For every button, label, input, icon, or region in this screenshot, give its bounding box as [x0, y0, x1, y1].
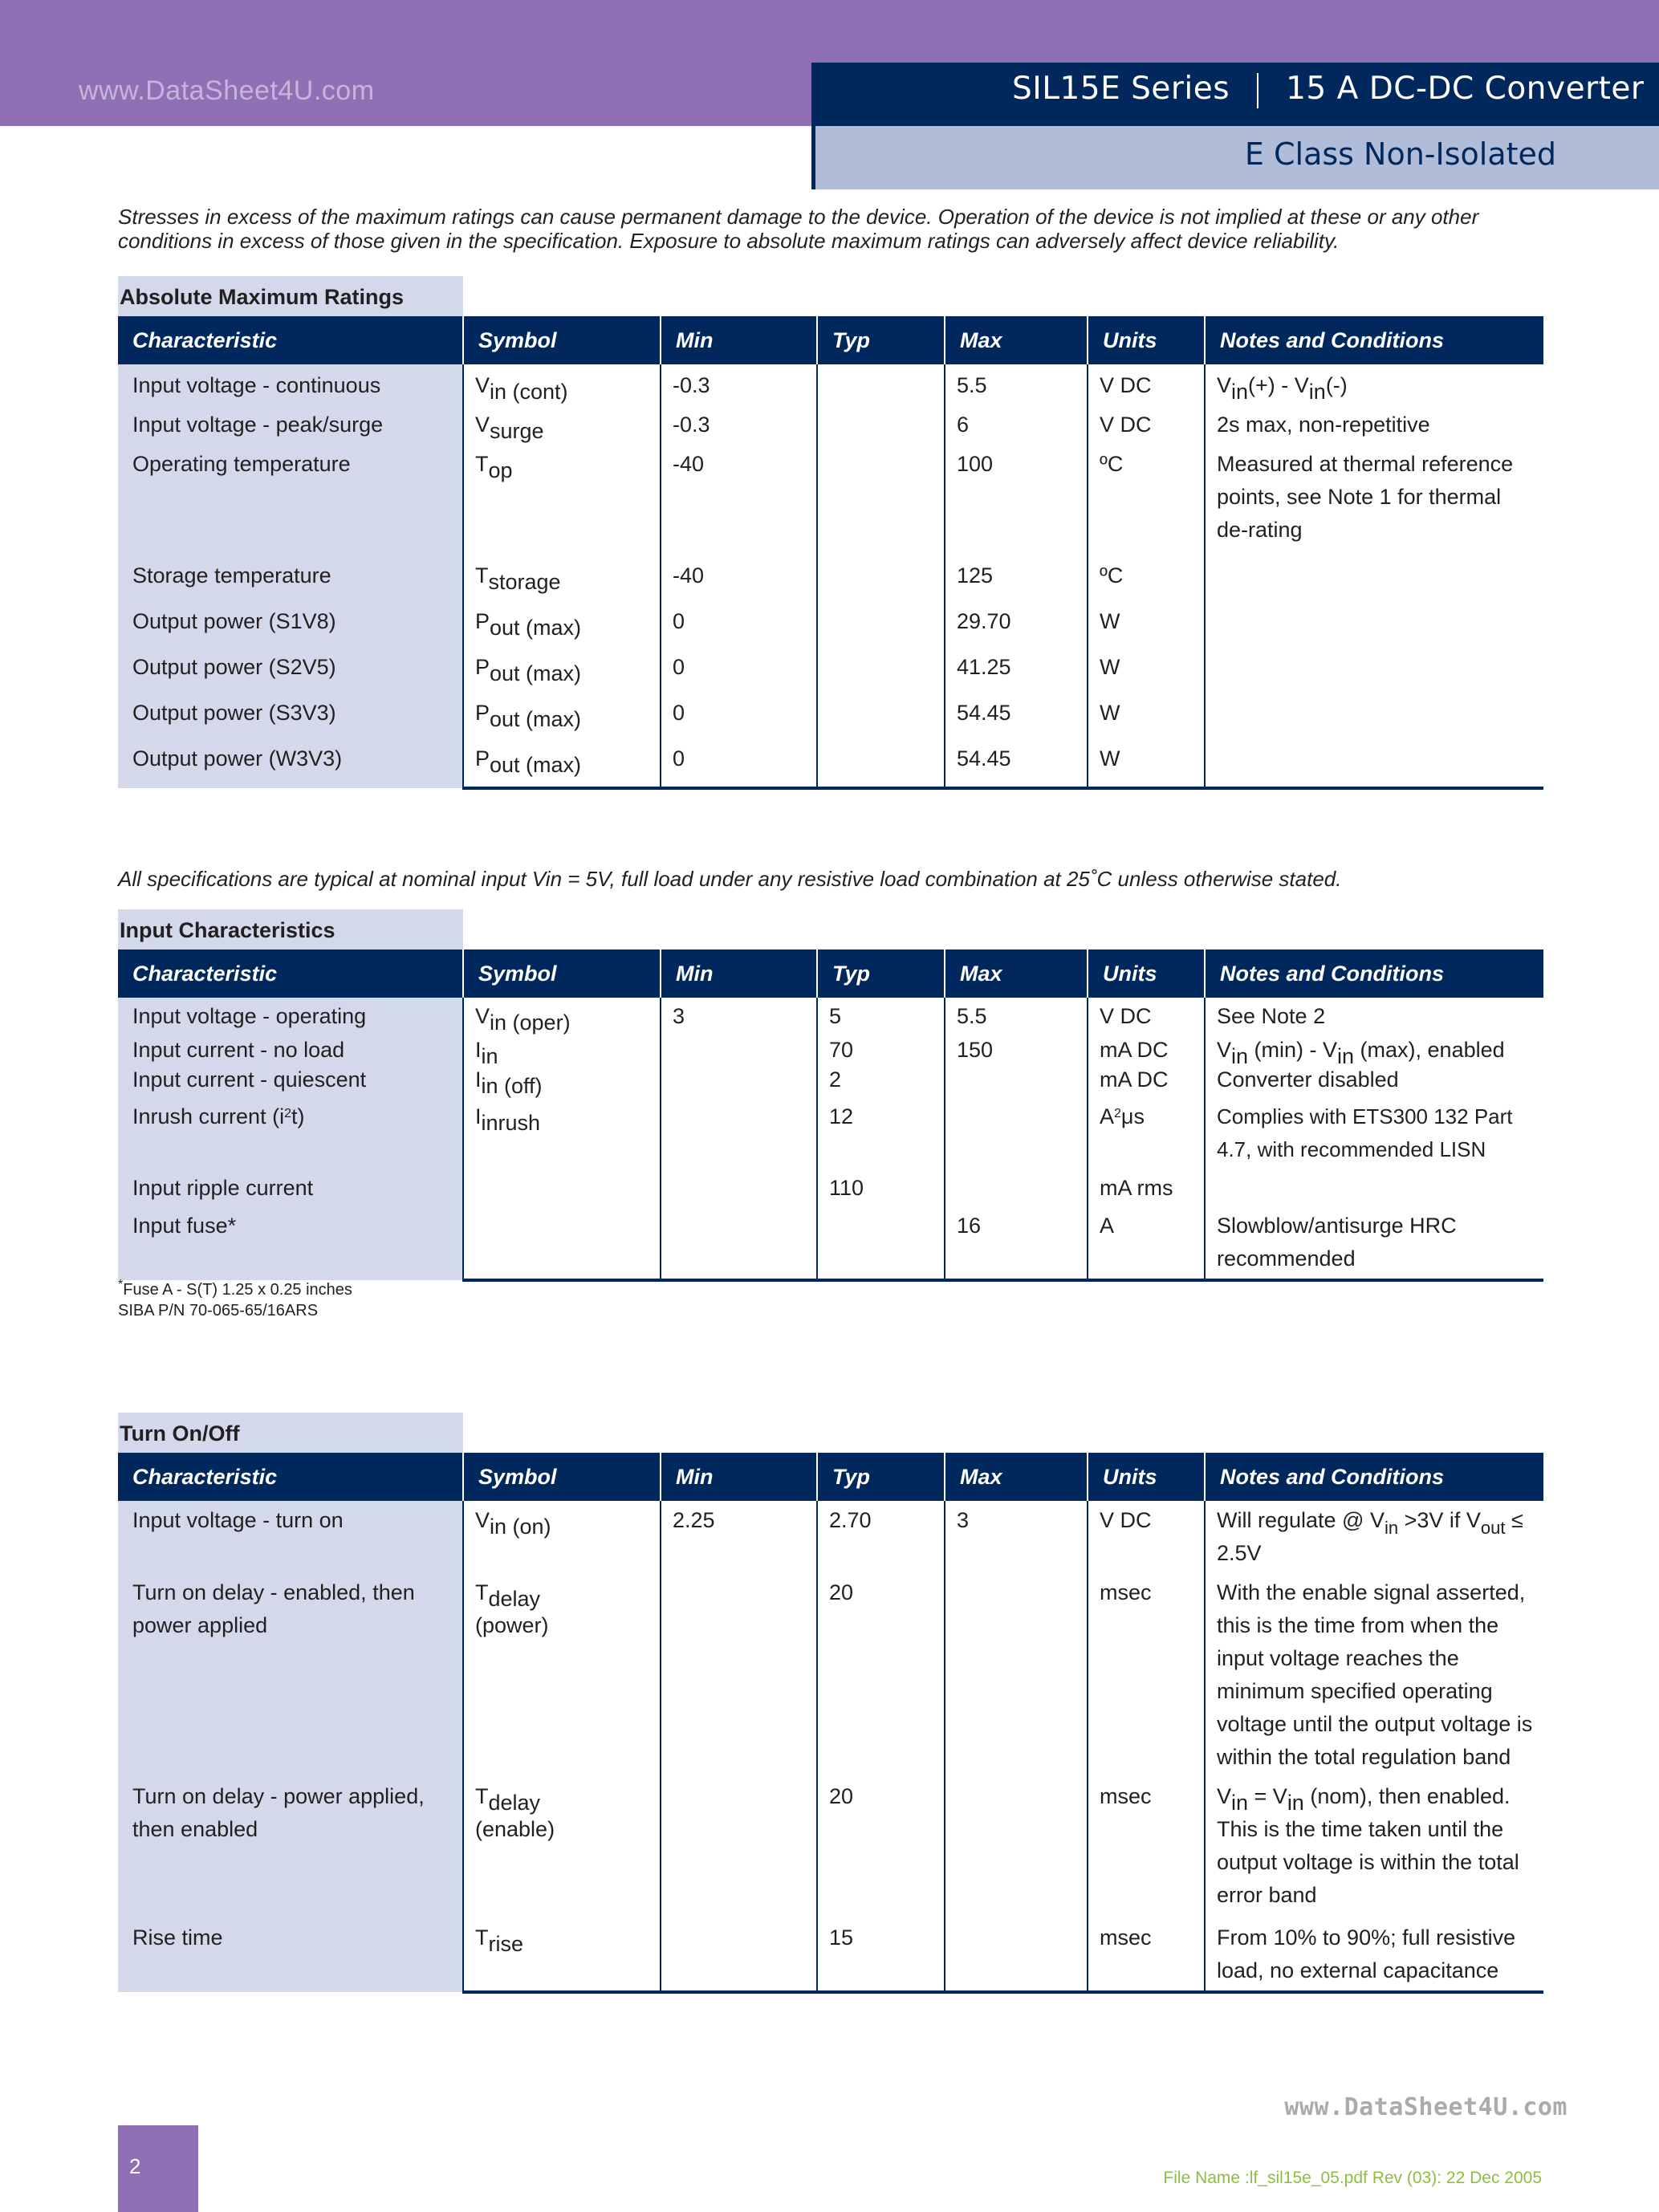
table-row — [118, 1097, 1543, 1169]
product-name: 15 A DC-DC Converter — [1286, 71, 1645, 107]
min — [661, 1206, 817, 1280]
col-notes: Notes and Conditions — [1205, 316, 1543, 364]
characteristic: Operating temperature — [118, 445, 463, 550]
table-row — [118, 405, 1543, 445]
symbol: $P_{out (max)}$ — [463, 687, 661, 733]
notes — [1205, 641, 1543, 687]
notes: Measured at thermal reference points, see Note 1 for thermal de-rating — [1217, 452, 1514, 542]
typ — [817, 405, 945, 445]
units: V DC — [1088, 364, 1205, 405]
input-characteristics-table — [118, 949, 1543, 1282]
fuse-footnote: *Fuse A - S(T) 1.25 x 0.25 inches SIBA P/N 70-065-65/16ARS — [118, 1278, 352, 1319]
min — [661, 1777, 817, 1915]
units: $A^2\mu s$ — [1088, 1097, 1205, 1169]
table-row — [118, 1573, 1543, 1777]
section-title: Absolute Maximum Ratings — [118, 276, 463, 316]
col-units: Units — [1088, 949, 1205, 998]
characteristic: Turn on delay - enabled, then power applied — [118, 1573, 463, 1777]
col-min: Min — [661, 1453, 817, 1501]
typ — [817, 596, 945, 641]
min — [661, 1097, 817, 1169]
min — [661, 1063, 817, 1097]
characteristic: Output power (S1V8) — [118, 596, 463, 641]
section-title: Turn On/Off — [118, 1413, 463, 1453]
notes: 2s max, non-repetitive — [1217, 413, 1430, 437]
max — [945, 1915, 1088, 1992]
characteristic: Inrush current $(i^2t)$ — [118, 1097, 463, 1169]
col-units: Units — [1088, 1453, 1205, 1501]
notes — [1205, 687, 1543, 733]
units: ºC — [1088, 550, 1205, 596]
typ: 70 — [817, 1035, 945, 1063]
typ — [817, 1206, 945, 1280]
typ — [817, 445, 945, 550]
symbol: $V_{in (oper)}$ — [463, 998, 661, 1035]
min: 2.25 — [661, 1501, 817, 1573]
min: -0.3 — [661, 364, 817, 405]
min — [661, 1169, 817, 1206]
min: -40 — [661, 550, 817, 596]
symbol: $T_{op}$ — [463, 445, 661, 550]
symbol: $P_{out (max)}$ — [463, 641, 661, 687]
typ: 20 — [817, 1777, 945, 1915]
notes — [1205, 733, 1543, 788]
units: V DC — [1088, 998, 1205, 1035]
notes — [1205, 596, 1543, 641]
symbol: $T_{storage}$ — [463, 550, 661, 596]
characteristic: Turn on delay - power applied, then enabled — [118, 1777, 463, 1915]
turn-on-off-table — [118, 1453, 1543, 1994]
symbol: $V_{in (on)}$ — [463, 1501, 661, 1573]
characteristic: Rise time — [118, 1915, 463, 1992]
col-characteristic: Characteristic — [118, 949, 463, 998]
symbol — [463, 1169, 661, 1206]
file-revision: File Name :lf_sil15e_05.pdf Rev (03): 22 Dec 2005 — [1163, 2169, 1542, 2187]
input-characteristics-section — [118, 909, 1543, 1282]
table-row — [118, 1777, 1543, 1915]
table-row — [118, 596, 1543, 641]
typical-conditions-note: All specifications are typical at nominal input Vin = 5V, full load under any resistive load combination at 25˚C unless otherwise stated. — [118, 867, 1342, 891]
symbol: $I_{inrush}$ — [463, 1097, 661, 1169]
characteristic: Input voltage - turn on — [118, 1501, 463, 1573]
characteristic: Input voltage - continuous — [118, 364, 463, 405]
typ: 2 — [817, 1063, 945, 1097]
max — [945, 1777, 1088, 1915]
notes: $V_{in} = V_{in}$ (nom), then enabled. This is the time taken until the output voltage is within the total error band — [1217, 1784, 1519, 1907]
characteristic: Input voltage - operating — [118, 998, 463, 1035]
table-row — [118, 550, 1543, 596]
symbol: $V_{in (cont)}$ — [463, 364, 661, 405]
col-symbol: Symbol — [463, 1453, 661, 1501]
section-title: Input Characteristics — [118, 909, 463, 949]
notes: Slowblow/antisurge HRC recommended — [1205, 1206, 1543, 1280]
units: mA DC — [1088, 1035, 1205, 1063]
typ: 5 — [817, 998, 945, 1035]
min: -40 — [661, 445, 817, 550]
characteristic: Output power (W3V3) — [118, 733, 463, 788]
max: 5.5 — [945, 364, 1088, 405]
table-row — [118, 1035, 1543, 1063]
table-row — [118, 998, 1543, 1035]
notes — [1205, 1169, 1543, 1206]
min — [661, 1035, 817, 1063]
units: mA DC — [1088, 1063, 1205, 1097]
col-typ: Typ — [817, 316, 945, 364]
characteristic: Input voltage - peak/surge — [118, 405, 463, 445]
min: 0 — [661, 687, 817, 733]
symbol: $I_{in (off)}$ — [463, 1063, 661, 1097]
col-max: Max — [945, 949, 1088, 998]
symbol — [463, 1206, 661, 1280]
max: 5.5 — [945, 998, 1088, 1035]
characteristic: Storage temperature — [118, 550, 463, 596]
turn-on-off-section — [118, 1413, 1543, 1994]
notes: $V_{in}$ $(\min) - V_{in}$ (max), enabled — [1217, 1038, 1505, 1068]
min: 0 — [661, 596, 817, 641]
max — [945, 1097, 1088, 1169]
absolute-max-section — [118, 276, 1543, 790]
col-min: Min — [661, 949, 817, 998]
typ: 2.70 — [817, 1501, 945, 1573]
min: 0 — [661, 641, 817, 687]
typ — [817, 641, 945, 687]
col-symbol: Symbol — [463, 316, 661, 364]
typ: 15 — [817, 1915, 945, 1992]
col-max: Max — [945, 316, 1088, 364]
symbol: $P_{out (max)}$ — [463, 733, 661, 788]
col-max: Max — [945, 1453, 1088, 1501]
units: msec — [1088, 1777, 1205, 1915]
characteristic: Input current - quiescent — [118, 1063, 463, 1097]
table-header — [118, 1453, 1543, 1501]
max — [945, 1169, 1088, 1206]
notes: See Note 2 — [1217, 1004, 1326, 1028]
col-typ: Typ — [817, 1453, 945, 1501]
notes — [1205, 550, 1543, 596]
notes: Complies with ETS300 132 Part 4.7, with recommended LISN — [1217, 1104, 1513, 1161]
symbol: $P_{out (max)}$ — [463, 596, 661, 641]
table-row — [118, 1501, 1543, 1573]
notes: Will regulate @ $V_{in} >3V$ if $V_{out} \le 2.5V$ — [1217, 1508, 1523, 1565]
units: V DC — [1088, 405, 1205, 445]
max: 54.45 — [945, 733, 1088, 788]
max: 125 — [945, 550, 1088, 596]
symbol: $T_{delay}$ (enable) — [463, 1777, 661, 1915]
series-name: SIL15E Series — [1012, 71, 1230, 107]
min: -0.3 — [661, 405, 817, 445]
min — [661, 1915, 817, 1992]
units: W — [1088, 687, 1205, 733]
symbol: $V_{surge}$ — [463, 405, 661, 445]
typ: 20 — [817, 1573, 945, 1777]
characteristic: Input fuse* — [118, 1206, 463, 1280]
col-characteristic: Characteristic — [118, 1453, 463, 1501]
col-typ: Typ — [817, 949, 945, 998]
col-symbol: Symbol — [463, 949, 661, 998]
max: 6 — [945, 405, 1088, 445]
col-units: Units — [1088, 316, 1205, 364]
min: 0 — [661, 733, 817, 788]
table-row — [118, 1063, 1543, 1097]
typ — [817, 550, 945, 596]
max — [945, 1063, 1088, 1097]
units: A — [1088, 1206, 1205, 1280]
table-row — [118, 1915, 1543, 1992]
units: V DC — [1088, 1501, 1205, 1573]
characteristic: Output power (S3V3) — [118, 687, 463, 733]
typ — [817, 364, 945, 405]
table-row — [118, 733, 1543, 788]
notes: With the enable signal asserted, this is the time from when the input voltage reaches the minimum specified operating voltage until the output voltage is within the total regulation band — [1217, 1580, 1533, 1769]
units: W — [1088, 596, 1205, 641]
symbol: $T_{delay}$ (power) — [463, 1573, 661, 1777]
typ — [817, 687, 945, 733]
table-row — [118, 1169, 1543, 1206]
table-row — [118, 641, 1543, 687]
typ: 110 — [817, 1169, 945, 1206]
footer-watermark[interactable]: www.DataSheet4U.com — [1284, 2093, 1568, 2121]
units: ºC — [1088, 445, 1205, 550]
units: W — [1088, 641, 1205, 687]
max: 54.45 — [945, 687, 1088, 733]
table-header — [118, 316, 1543, 364]
page-number: 2 — [129, 2154, 141, 2178]
symbol: $T_{rise}$ — [463, 1915, 661, 1992]
max: 29.70 — [945, 596, 1088, 641]
notes: Converter disabled — [1217, 1067, 1399, 1092]
characteristic: Input current - no load — [118, 1035, 463, 1063]
max — [945, 1573, 1088, 1777]
table-header — [118, 949, 1543, 998]
typ — [817, 733, 945, 788]
title-separator — [1257, 73, 1258, 108]
col-notes: Notes and Conditions — [1205, 1453, 1543, 1501]
header-watermark[interactable]: www.DataSheet4U.com — [79, 75, 375, 106]
units: msec — [1088, 1573, 1205, 1777]
max: 41.25 — [945, 641, 1088, 687]
characteristic: Input ripple current — [118, 1169, 463, 1206]
symbol: $I_{in}$ — [463, 1035, 661, 1063]
max: 150 — [945, 1035, 1088, 1063]
product-class: E Class Non-Isolated — [1244, 136, 1556, 172]
table-row — [118, 1206, 1543, 1280]
table-row — [118, 364, 1543, 405]
max: 16 — [945, 1206, 1088, 1280]
subtitle-band-edge — [811, 126, 815, 189]
notes: From 10% to 90%; full resistive load, no external capacitance — [1205, 1915, 1543, 1992]
min: 3 — [661, 998, 817, 1035]
typ: 12 — [817, 1097, 945, 1169]
absolute-max-table — [118, 316, 1543, 790]
table-row — [118, 687, 1543, 733]
units: msec — [1088, 1915, 1205, 1992]
max: 3 — [945, 1501, 1088, 1573]
units: W — [1088, 733, 1205, 788]
notes: $V_{in}(+) - V_{in}(-)$ — [1217, 373, 1348, 404]
col-characteristic: Characteristic — [118, 316, 463, 364]
min — [661, 1573, 817, 1777]
max: 100 — [945, 445, 1088, 550]
series-title — [1012, 71, 1644, 108]
characteristic: Output power (S2V5) — [118, 641, 463, 687]
table-row — [118, 445, 1543, 550]
units: mA rms — [1088, 1169, 1205, 1206]
col-notes: Notes and Conditions — [1205, 949, 1543, 998]
col-min: Min — [661, 316, 817, 364]
stress-disclaimer: Stresses in excess of the maximum ratings can cause permanent damage to the device. Operation of the device is not implied at these or any other conditions in excess of those given in the specification. Exposure to absolute maximum ratings can adversely affect device reliability. — [118, 205, 1479, 253]
